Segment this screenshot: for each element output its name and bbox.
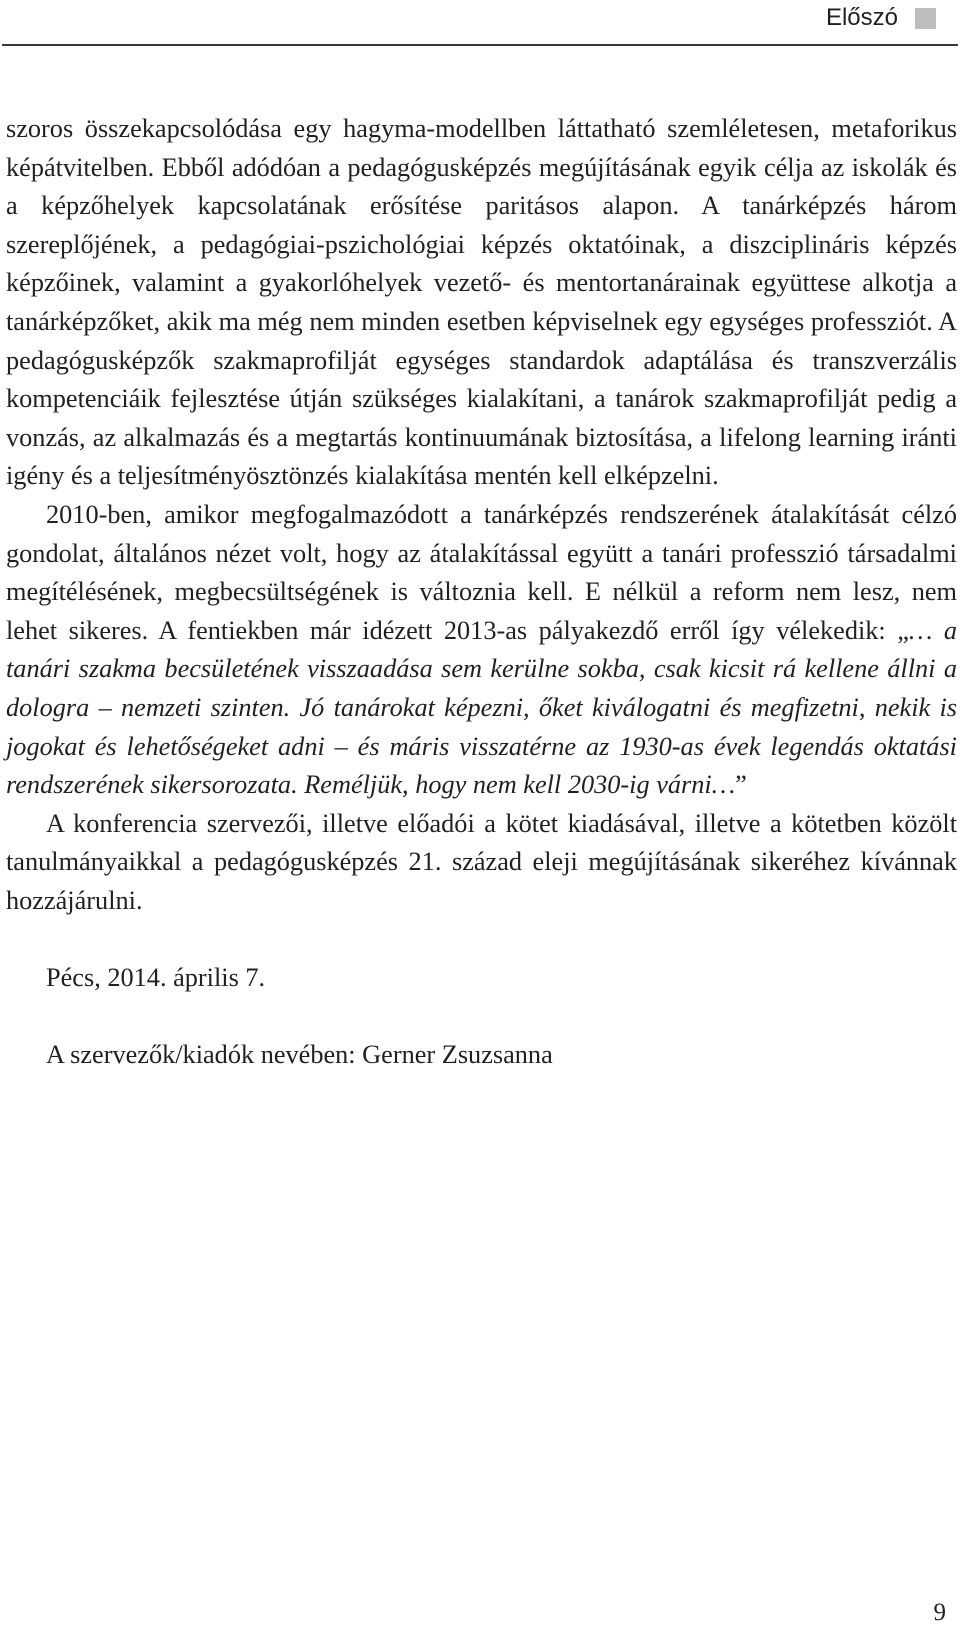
signature: A szervezők/kiadók nevében: Gerner Zsuzsanna <box>46 1040 553 1070</box>
spacer <box>6 920 957 959</box>
paragraph-2-close: ” <box>735 770 747 800</box>
paragraph-2-quote: … a tanári szakma becsületének visszaadása sem kerülne sokba, csak kicsit rá kellene állni a dologra – nemzeti szinten. Jó tanárokat képezni, őket kiválogatni és megfizetni, nekik is jogokat és lehetőségeket adni – és máris visszatérne az 1930-as évek legendás oktatási rendszerének sikersorozata. Reméljük, hogy nem kell 2030-ig várni… <box>6 615 957 800</box>
paragraph-3: A konferencia szervezői, illetve előadói a kötet kiadásával, illetve a kötetben közölt tanulmányaikkal a pedagógusképzés 21. század eleji megújításának sikeréhez kívánnak hozzájárulni. <box>6 808 957 915</box>
paragraph-2-lead: 2010-ben, amikor megfogalmazódott a tanárképzés rendszerének átalakítását célzó gondolat, általános nézet volt, hogy az átalakítással együtt a tanári professzió társadalmi megítélésének, megbecsültségének is változnia kell. E nélkül a reform nem lesz, nem lehet sikeres. A fentiekben már idézett 2013-as pályakezdő erről így vélekedik: „ <box>6 499 957 645</box>
body-text <box>6 110 957 1075</box>
section-title: Előszó <box>825 4 898 31</box>
header-square-marker <box>915 8 936 29</box>
paragraph-2 <box>6 496 957 805</box>
paragraph-1: szoros összekapcsolódása egy hagyma-modellben láttatható szemléletesen, metaforikus képátvitelben. Ebből adódóan a pedagógusképzés megújításának egyik célja az iskolák és a képzőhelyek kapcsolatának erősítése paritásos alapon. A tanárképzés három szereplőjének, a pedagógiai-pszichológiai képzés oktatóinak, a diszciplináris képzés képzőinek, valamint a gyakorlóhelyek vezető- és mentortanárainak együttese alkotja a tanárképzőket, akik ma még nem minden esetben képviselnek egy egységes professziót. A pedagógusképzők szakmaprofilját egységes standardok adaptálása és transzverzális kompetenciáik fejlesztése útján szükséges kialakítani, a tanárok szakmaprofilját pedig a vonzás, az alkalmazás és a megtartás kontinuumának biztosítása, a lifelong learning iránti igény és a teljesítményösztönzés kialakítása mentén kell elképzelni. <box>6 114 957 491</box>
page-number: 9 <box>933 1599 946 1626</box>
header-rule <box>2 44 958 46</box>
place-date: Pécs, 2014. április 7. <box>46 963 266 993</box>
running-header <box>0 0 960 48</box>
spacer <box>6 998 957 1037</box>
